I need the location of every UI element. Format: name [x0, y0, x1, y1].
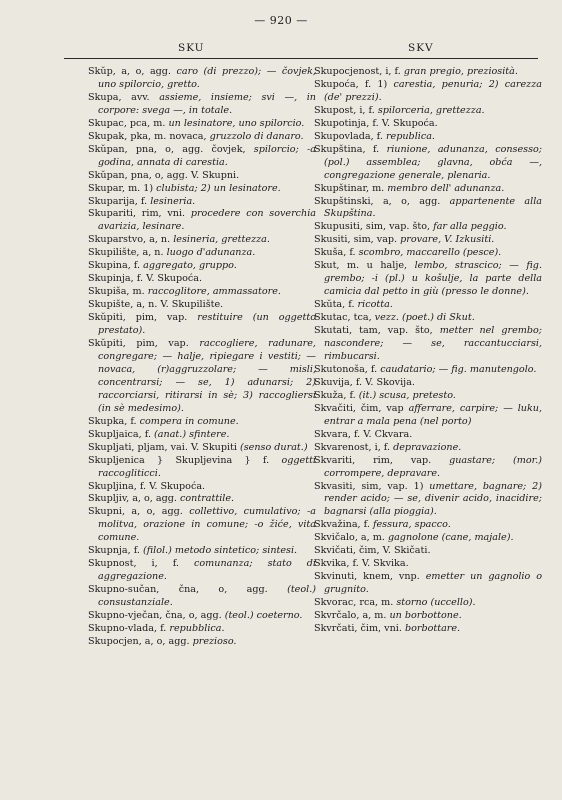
dictionary-entry	[314, 299, 542, 312]
dictionary-entry	[314, 364, 542, 377]
entry-translation: compera in comune.	[136, 415, 239, 427]
dictionary-entry	[314, 481, 542, 520]
entry-grammar: , f. V. Skupoća.	[366, 117, 438, 129]
entry-headword: Skuparija	[88, 195, 135, 207]
entry-translation: afferrare, carpire; — luku, entrar a mala pena (nel porto)	[324, 402, 542, 427]
entry-grammar: , rim, vap.	[352, 454, 432, 466]
dictionary-entry	[88, 131, 316, 144]
entry-grammar: , sim, vap. 1)	[352, 480, 424, 492]
right-column	[314, 66, 542, 636]
entry-grammar: , a, n.	[136, 247, 164, 259]
entry-grammar: , f. V. Skovija.	[349, 376, 415, 388]
entry-grammar: , m. 1)	[121, 182, 154, 194]
entry-grammar: f.	[250, 454, 270, 466]
entry-grammar: , f.	[124, 415, 137, 427]
page-number: — 920 —	[254, 14, 308, 27]
entry-grammar: , tca,	[347, 312, 372, 324]
entry-grammar: , pim, vap.	[122, 312, 188, 324]
dictionary-entry	[314, 79, 542, 105]
entry-translation: vezz. (poet.) di Skut.	[371, 312, 475, 324]
dictionary-entry	[88, 558, 316, 584]
dictionary-entry	[88, 299, 316, 312]
entry-grammar: , f.	[127, 260, 141, 272]
entry-grammar: , čna, o, agg.	[156, 584, 268, 596]
entry-headword: Skuža	[314, 389, 344, 401]
entry-headword: Skutac	[314, 312, 348, 324]
dictionary-entry	[88, 144, 316, 170]
entry-headword: Skupilište	[88, 247, 137, 259]
entry-headword: Skupište	[88, 299, 131, 311]
entry-headword: Skupnost	[88, 558, 134, 570]
dictionary-entry	[314, 234, 542, 247]
entry-headword: Skupština	[314, 143, 363, 155]
entry-headword: Skuvija	[314, 376, 350, 388]
dictionary-entry	[314, 118, 542, 131]
entry-translation: umettare, bagnare; 2) render acido; — se, divenir acido, inacidire; bagnarsi (alla pioggia).	[324, 480, 542, 518]
entry-translation: assieme, insieme; svi —, in corpore: svega —, in totale.	[98, 91, 316, 116]
entry-headword: Skuša	[314, 247, 344, 259]
entry-translation: (filol.) metodo sintetico; sintesi.	[139, 545, 298, 557]
entry-translation: collettivo, cumulativo; -a molitva, orazione in comune; -o žiće, vita comune.	[98, 506, 316, 544]
entry-translation: borbottare.	[401, 622, 461, 634]
entry-headword: Skupštinar	[314, 182, 366, 194]
dictionary-entry	[314, 247, 542, 260]
dictionary-entry	[314, 597, 542, 610]
entry-grammar: , pim, vap.	[122, 338, 189, 350]
entry-translation: comunanza; stato di aggregazione.	[98, 558, 316, 583]
entry-headword: Skupotinja	[314, 117, 367, 129]
entry-grammar: , i, f.	[368, 441, 391, 453]
entry-headword: Skupštinski	[314, 195, 371, 207]
entry-grammar: , f.	[153, 622, 167, 634]
dictionary-entry	[314, 325, 542, 364]
entry-translation: fessura, spacco.	[369, 519, 451, 531]
dictionary-entry	[314, 131, 542, 144]
entry-grammar: , i, f.	[379, 66, 401, 77]
entry-grammar: , f.	[343, 389, 356, 401]
entry-grammar: , knem, vnp.	[354, 571, 420, 583]
entry-headword: Skvičati	[314, 545, 353, 557]
entry-headword: Skvrčalo	[314, 610, 357, 622]
dictionary-entry	[88, 170, 316, 183]
entry-headword: Skupka	[88, 415, 125, 427]
entry-headword: Skupno-vječan	[88, 610, 160, 622]
entry-translation: repubblica.	[166, 622, 225, 634]
entry-headword: Skupljiv	[88, 493, 127, 505]
dictionary-entry	[88, 273, 316, 286]
dictionary-entry	[88, 455, 316, 481]
entry-translation: provare, V. Izkusiti.	[397, 234, 495, 246]
header-rule	[64, 58, 538, 59]
entry-headword: Skupocjenost	[314, 66, 380, 77]
dictionary-entry	[88, 429, 316, 442]
entry-grammar: , a, o, agg.	[138, 635, 190, 647]
entry-headword: Skvarenost	[314, 441, 369, 453]
entry-headword: Skupno-vlada	[88, 622, 154, 634]
dictionary-entry	[314, 221, 542, 234]
entry-grammar: , tam, vap. što,	[349, 325, 433, 337]
dictionary-entry	[314, 442, 542, 455]
entry-grammar: , f.	[138, 428, 151, 440]
entry-translation: membro dell' adunanza.	[384, 182, 505, 194]
entry-grammar: , sim, vap. što,	[359, 221, 431, 233]
entry-translation: republica.	[382, 130, 435, 142]
entry-grammar: , a, o, agg.	[112, 66, 171, 77]
entry-headword: Skupinja	[88, 273, 131, 285]
dictionary-entry	[314, 429, 542, 442]
entry-grammar: , f. 1)	[355, 78, 388, 90]
entry-headword: Skvačiti	[314, 402, 353, 414]
entry-headword: Skupni	[88, 506, 122, 518]
entry-translation: (it.) scusa, pretesto.	[355, 389, 456, 401]
entry-translation: carestia, penuria; 2) carezza (de' prezzi).	[324, 78, 542, 103]
entry-headword: Skvrčati	[314, 622, 355, 634]
entry-translation: contrattile.	[176, 493, 235, 505]
right-column-header: SKV	[408, 42, 434, 54]
entry-translation: restituire (un oggetto prestato).	[98, 312, 316, 337]
entry-translation: lembo, strascico; — fig. grembo; -i (pl.) u košulje, la parte della camicia dal petto in giù (presso le donne).	[324, 260, 542, 298]
entry-headword: Skupac	[88, 117, 124, 129]
dictionary-entry	[88, 493, 316, 506]
entry-translation: spilorcio; -a godina, annata di carestia.	[98, 143, 316, 168]
entry-translation: scombro, maccarello (pesce).	[355, 247, 502, 259]
dictionary-entry	[88, 545, 316, 558]
dictionary-entry	[314, 196, 542, 222]
dictionary-entry	[314, 571, 542, 597]
entry-grammar: , pka, m. novaca,	[124, 130, 207, 142]
entry-headword: Skŭp	[88, 66, 113, 77]
entry-grammar: , f.	[370, 130, 383, 142]
left-column	[88, 66, 316, 649]
entry-grammar: , rca, m.	[353, 597, 394, 609]
dictionary-entry	[88, 442, 316, 455]
dictionary-entry	[88, 506, 316, 545]
entry-headword: Skupljenica } Skupljevina }	[88, 454, 251, 466]
entry-headword: Skŭta	[314, 299, 343, 311]
entry-translation: (teol.) coeterno.	[221, 610, 303, 622]
entry-headword: Skupa	[88, 91, 119, 103]
entry-grammar: , m.	[126, 286, 145, 298]
entry-grammar: , a, n. V. Skupilište.	[130, 299, 224, 311]
entry-grammar: , pna, o, agg. V. Skupni.	[124, 169, 240, 181]
entry-grammar: , f.	[362, 143, 380, 155]
entry-translation: clubista; 2) un lesinatore.	[153, 182, 281, 194]
entry-headword: Skupljati	[88, 441, 132, 453]
dictionary-entry	[88, 118, 316, 131]
entry-grammar: , a, o, agg.	[121, 506, 183, 518]
entry-headword: Skvičalo	[314, 532, 355, 544]
entry-translation: (senso durat.)	[236, 441, 308, 453]
entry-translation: oggetti raccogliticci.	[98, 454, 316, 479]
entry-headword: Skutonoša	[314, 363, 365, 375]
dictionary-entry	[88, 636, 316, 649]
entry-headword: Skvasiti	[314, 480, 353, 492]
entry-headword: Skupariti	[88, 208, 134, 220]
entry-grammar: , avv.	[118, 91, 150, 103]
entry-grammar: , f.	[134, 195, 148, 207]
dictionary-entry	[88, 92, 316, 118]
dictionary-entry	[88, 66, 316, 92]
entry-translation: (teol.) consustanziale.	[98, 584, 316, 609]
entry-translation: luogo d'adunanza.	[163, 247, 256, 259]
entry-headword: Skupar	[88, 182, 122, 194]
entry-headword: Skŭpan	[88, 143, 125, 155]
entry-headword: Skutati	[314, 325, 350, 337]
entry-grammar: , pljam, vai. V. Skupiti	[131, 441, 237, 453]
entry-translation: gagnolone (cane, majale).	[384, 532, 514, 544]
dictionary-entry	[88, 247, 316, 260]
entry-headword: Skupina	[88, 260, 128, 272]
entry-headword: Skuparstvo	[88, 234, 143, 246]
dictionary-entry	[314, 623, 542, 636]
entry-translation: appartenente alla Skupština.	[324, 195, 542, 220]
entry-headword: Skvinuti	[314, 571, 355, 583]
entry-headword: Skupnja	[88, 545, 128, 557]
entry-translation: depravazione.	[390, 441, 462, 453]
entry-translation: guastare; (mor.) corrompere, depravare.	[324, 454, 542, 479]
entry-headword: Skvažina	[314, 519, 358, 531]
entry-headword: Skut	[314, 260, 337, 272]
dictionary-entry	[88, 623, 316, 636]
entry-headword: Skŭpiti	[88, 312, 123, 324]
entry-headword: Skupno-sučan	[88, 584, 157, 596]
entry-grammar: , f.	[127, 545, 140, 557]
dictionary-entry	[314, 260, 542, 299]
entry-grammar: , m. u halje,	[336, 260, 408, 272]
dictionary-entry	[88, 610, 316, 623]
entry-headword: Skvariti	[314, 454, 353, 466]
entry-translation: lesineria.	[147, 195, 196, 207]
entry-translation: raccogliere, radunare, congregare; — halje, ripiegare i vestiti; — novaca, (r)aggruzzolare; — misli, concentrarsi; — se, 1) adunarsi; 2) raccorciarsi, ritirarsi in sè; 3) raccogliersi (in sè medesimo).	[98, 338, 316, 414]
dictionary-entry	[314, 390, 542, 403]
dictionary-entry	[88, 234, 316, 247]
dictionary-entry	[314, 610, 542, 623]
entry-grammar: , pna, o, agg. čovjek,	[124, 143, 246, 155]
entry-translation: aggregato, gruppo.	[140, 260, 237, 272]
entry-translation: riunione, adunanza, consesso; (pol.) assemblea; glavna, obća —, congregazione generale, plenaria.	[324, 143, 542, 181]
dictionary-entry	[88, 260, 316, 273]
dictionary-entry	[314, 105, 542, 118]
entry-headword: Skŭpan	[88, 169, 125, 181]
dictionary-entry	[314, 558, 542, 571]
entry-translation: metter nel grembo; nascondere; — se, raccantucciarsi, rimbucarsi.	[324, 325, 542, 362]
entry-grammar: , f.	[357, 519, 370, 531]
entry-headword: Skupljaica	[88, 428, 139, 440]
entry-headword: Skupost	[314, 104, 354, 116]
entry-headword: Skupusiti	[314, 221, 360, 233]
entry-translation: (anat.) sfintere.	[151, 428, 230, 440]
entry-translation: un lesinatore, uno spilorcio.	[165, 117, 305, 129]
entry-grammar: , f. V. Skupoća.	[130, 273, 203, 285]
dictionary-entry	[314, 144, 542, 183]
entry-grammar: , čim, vap	[352, 402, 404, 414]
entry-headword: Skupljina	[88, 480, 134, 492]
entry-headword: Skvorac	[314, 597, 354, 609]
dictionary-entry	[314, 403, 542, 429]
dictionary-entry	[88, 183, 316, 196]
entry-headword: Skupocjen	[88, 635, 139, 647]
dictionary-entry	[314, 312, 542, 325]
entry-translation: prezioso.	[189, 635, 237, 647]
entry-translation: spilorceria, grettezza.	[374, 104, 485, 116]
entry-translation: gruzzolo di danaro.	[206, 130, 304, 142]
dictionary-entry	[88, 286, 316, 299]
dictionary-entry	[88, 338, 316, 416]
entry-grammar: , f.	[342, 299, 355, 311]
entry-grammar: , f.	[343, 247, 356, 259]
entry-translation: caro (di prezzo); — čovjek, uno spilorcio, gretto.	[98, 66, 316, 90]
entry-grammar: , rim, vni.	[133, 208, 186, 220]
entry-grammar: , čim, vni.	[354, 622, 402, 634]
entry-translation: lesineria, grettezza.	[170, 234, 270, 246]
entry-grammar: , a, m.	[356, 610, 387, 622]
entry-translation: gran pregio, preziosità.	[400, 66, 518, 77]
entry-translation: storno (uccello).	[393, 597, 476, 609]
dictionary-entry	[314, 532, 542, 545]
entry-translation: caudatario; — fig. manutengolo.	[377, 363, 537, 375]
entry-grammar: , a, m.	[354, 532, 385, 544]
entry-translation: emetter un gagnolio o grugnito.	[324, 571, 542, 596]
dictionary-entry	[314, 377, 542, 390]
dictionary-entry	[88, 196, 316, 209]
entry-grammar: , f. V. Ckvara.	[347, 428, 413, 440]
entry-headword: Skvika	[314, 558, 347, 570]
entry-translation: un borbottone.	[386, 610, 462, 622]
dictionary-entry	[314, 519, 542, 532]
entry-headword: Skupoća	[314, 78, 356, 90]
entry-grammar: , a, n.	[143, 234, 171, 246]
entry-grammar: , f.	[364, 363, 378, 375]
dictionary-entry	[88, 481, 316, 494]
dictionary-entry	[88, 584, 316, 610]
dictionary-entry	[314, 545, 542, 558]
entry-grammar: , m.	[365, 182, 385, 194]
dictionary-entry	[88, 416, 316, 429]
entry-grammar: , f. V. Skupoća.	[133, 480, 206, 492]
dictionary-entry	[314, 455, 542, 481]
entry-grammar: , a, o, agg.	[126, 493, 177, 505]
entry-translation: procedere con soverchia avarizia, lesinare.	[98, 208, 316, 233]
entry-headword: Skŭpiti	[88, 338, 123, 350]
left-column-header: SKU	[178, 42, 205, 54]
dictionary-entry	[88, 208, 316, 234]
entry-grammar: , pca, m.	[123, 117, 166, 129]
entry-translation: ricotta.	[354, 299, 393, 311]
entry-headword: Skupovlada	[314, 130, 371, 142]
dictionary-entry	[88, 312, 316, 338]
entry-grammar: , čim, V. Skičati.	[352, 545, 431, 557]
entry-grammar: , čna, o, agg.	[159, 610, 222, 622]
entry-translation: raccoglitore, ammassatore.	[144, 286, 281, 298]
entry-grammar: , a, o, agg.	[370, 195, 441, 207]
entry-headword: Skupiša	[88, 286, 127, 298]
dictionary-entry	[314, 66, 542, 79]
entry-grammar: , sim, vap.	[347, 234, 398, 246]
entry-headword: Skusiti	[314, 234, 348, 246]
entry-headword: Skvara	[314, 428, 348, 440]
entry-grammar: , i, f.	[353, 104, 375, 116]
dictionary-entry	[314, 183, 542, 196]
entry-grammar: , i, f.	[133, 558, 179, 570]
entry-headword: Skupak	[88, 130, 125, 142]
entry-grammar: , f. V. Skvika.	[346, 558, 409, 570]
entry-translation: far alla peggio.	[430, 221, 507, 233]
